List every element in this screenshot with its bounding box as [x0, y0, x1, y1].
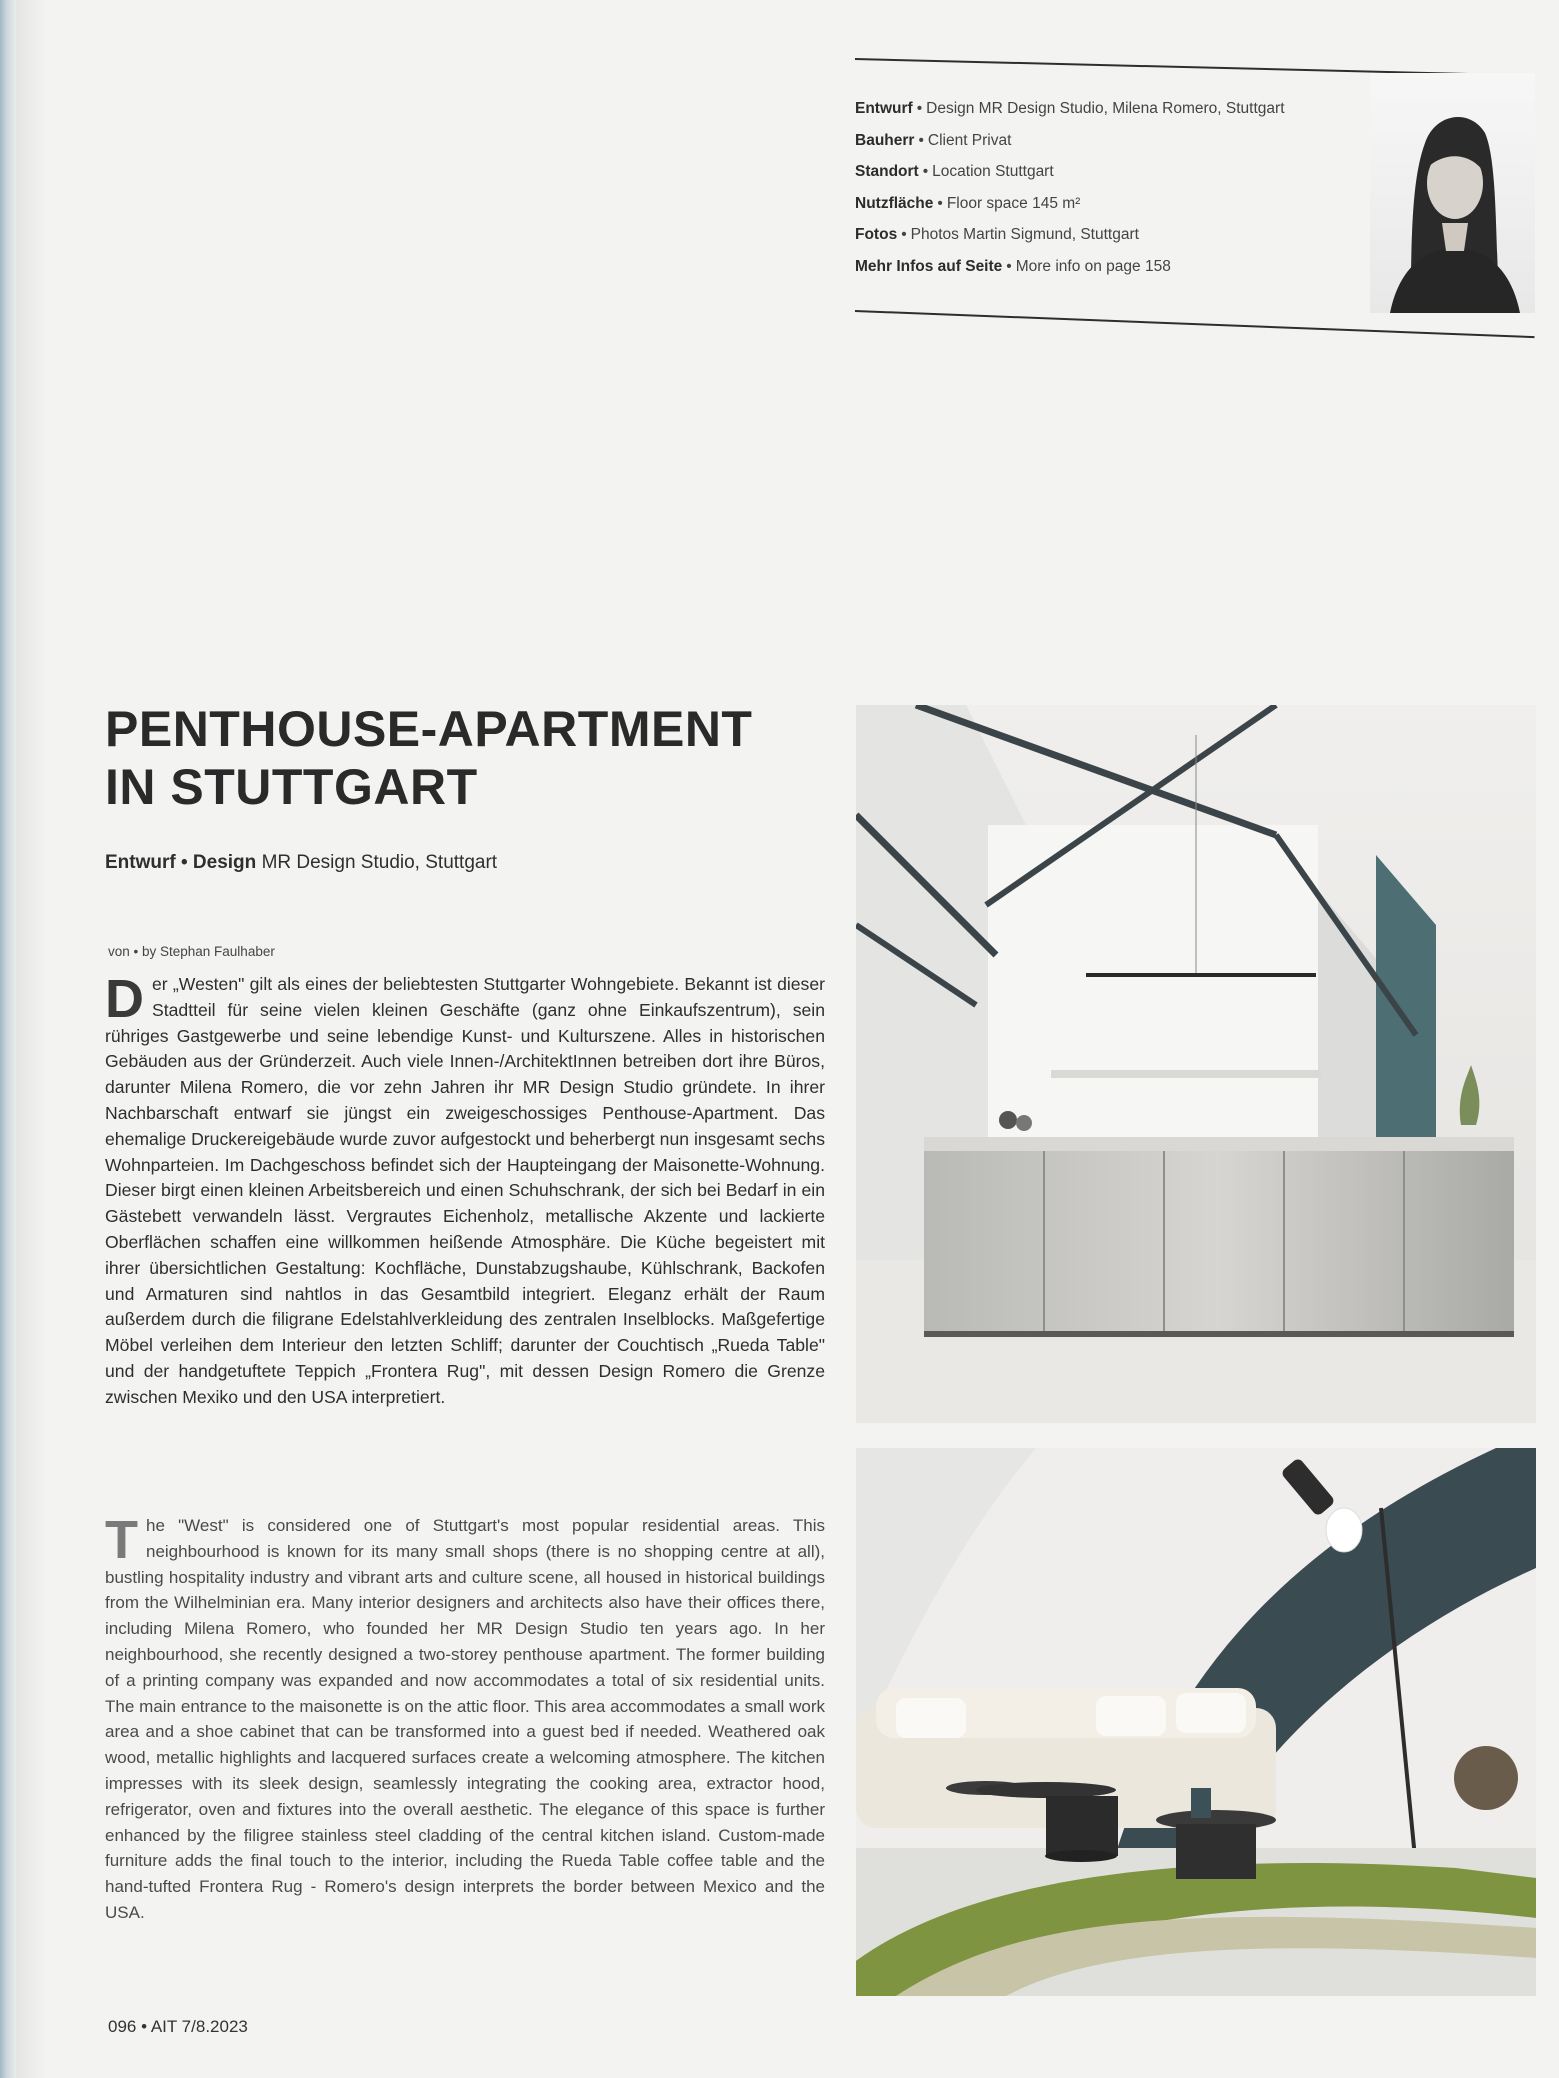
- article-headline: PENTHOUSE-APARTMENT IN STUTTGART: [105, 701, 753, 815]
- body-text-english: [105, 1510, 825, 1926]
- credit-client: Bauherr • Client Privat: [855, 131, 1012, 149]
- designer-portrait: [1370, 73, 1535, 313]
- page-gutter-shadow: [16, 0, 46, 2078]
- author-byline: von • by Stephan Faulhaber: [108, 944, 275, 959]
- project-info-box: [855, 58, 1535, 316]
- body-text-german: [105, 969, 825, 1411]
- living-room-photo: [856, 1448, 1536, 1996]
- dropcap-german: D: [105, 969, 144, 1029]
- page-footer: 096 • AIT 7/8.2023: [108, 2017, 248, 2036]
- credit-design: Entwurf • Design MR Design Studio, Milena Romero, Stuttgart: [855, 100, 1285, 117]
- page-binding-edge: [0, 0, 16, 2078]
- dropcap-english: T: [105, 1510, 138, 1570]
- credit-more-info: Mehr Infos auf Seite • More info on page 158: [855, 257, 1171, 275]
- kitchen-photo: [856, 705, 1536, 1423]
- german-paragraph: er „Westen" gilt als eines der beliebtesten Stuttgarter Wohngebiete. Bekannt ist dieser Stadtteil für seine vielen kleinen Geschäfte (ganz ohne Einkaufszentrum), sein rühriges Gastgewerbe und seine lebendige Kunst- und Kulturszene. Alles in historischen Gebäuden aus der Gründerzeit. Auch viele Innen-/ArchitektInnen betreiben dort ihre Büros, darunter Milena Romero, die vor zehn Jahren ihr MR Design Studio gründete. In ihrer Nachbarschaft entwarf sie jüngst ein zweigeschossiges Penthouse-Apartment. Das ehemalige Druckereigebäude wurde zuvor aufgestockt und beherbergt nun insgesamt sechs Wohnparteien. Im Dachgeschoss befindet sich der Haupteingang der Maisonette-Wohnung. Dieser birgt einen kleinen Arbeitsbereich und einen Schuhschrank, der sich bei Bedarf in ein Gästebett verwandeln lässt. Vergrautes Eichenholz, metallische Akzente und lackierte Oberflächen schaffen eine willkommen heißende Atmosphäre. Die Küche begeistert mit ihrer übersichtlichen Gestaltung: Kochfläche, Dunstabzugshaube, Kühlschrank, Backofen und Armaturen sind nahtlos in das Gesamtbild integriert. Eleganz erhält der Raum außerdem durch die filigrane Edelstahlverkleidung des zentralen Inselblocks. Maßgefertige Möbel verleihen dem Interieur den letzten Schliff; darunter der Couchtisch „Rueda Table" und der handgetuftete Teppich „Frontera Rug", mit dessen Design Romero die Grenze zwischen Mexiko und den USA interpretiert.: [105, 974, 825, 1407]
- credits-list: [855, 93, 1375, 282]
- english-paragraph: he "West" is considered one of Stuttgart's most popular residential areas. This neighbourhood is known for its many small shops (there is no shopping centre at all), bustling hospitality industry and vibrant arts and culture scene, all housed in historical buildings from the Wilhelminian era. Many interior designers and architects also have their offices there, including Milena Romero, who founded her MR Design Studio ten years ago. In her neighbourhood, she recently designed a two-storey penthouse apartment. The former building of a printing company was expanded and now accommodates a total of six residential units. The main entrance to the maisonette is on the attic floor. This area accommodates a small work area and a shoe cabinet that can be transformed into a guest bed if needed. Weathered oak wood, metallic highlights and lacquered surfaces create a welcoming atmosphere. The kitchen impresses with its sleek design, seamlessly integrating the cooking area, extractor hood, refrigerator, oven and fixtures into the overall aesthetic. The elegance of this space is further enhanced by the filigree stainless steel cladding of the central kitchen island. Custom-made furniture adds the final touch to the interior, including the Rueda Table coffee table and the hand-tufted Frontera Rug - Romero's design interprets the border between Mexico and the USA.: [105, 1516, 825, 1922]
- credit-floor-space: Nutzfläche • Floor space 145 m²: [855, 194, 1081, 212]
- article-subhead: Entwurf • Design MR Design Studio, Stuttgart: [105, 852, 498, 873]
- info-rule-bottom: [855, 310, 1535, 338]
- credit-photos: Fotos • Photos Martin Sigmund, Stuttgart: [855, 226, 1139, 243]
- credit-location: Standort • Location Stuttgart: [855, 163, 1054, 180]
